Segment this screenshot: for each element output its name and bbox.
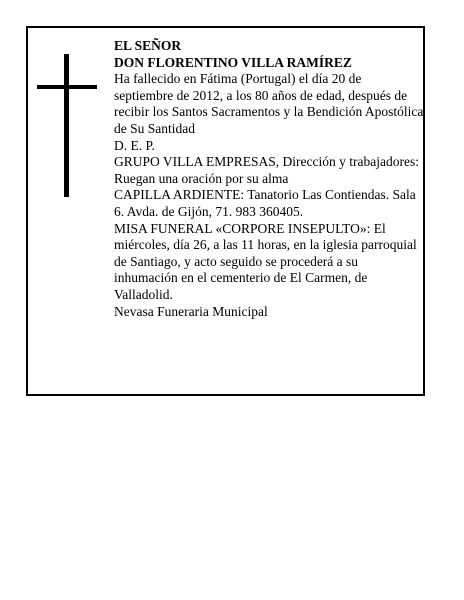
passing-details: Ha fallecido en Fátima (Portugal) el día 20 de septiembre de 2012, a los 80 años de edad, después de recibir los Santos Sacramentos y la Bendición Apostólica de Su Santidad xyxy=(114,71,424,136)
deceased-name: DON FLORENTINO VILLA RAMÍREZ xyxy=(114,54,352,70)
cross-bar xyxy=(37,85,97,89)
funeral-home: Nevasa Funeraria Municipal xyxy=(114,303,268,319)
obituary-text xyxy=(114,38,424,320)
cross-icon xyxy=(64,54,69,197)
chapel-details: CAPILLA ARDIENTE: Tanatorio Las Contiendas. Sala 6. Avda. de Gijón, 71. 983 360405. xyxy=(114,187,416,219)
mass-details: MISA FUNERAL «CORPORE INSEPULTO»: El miércoles, día 26, a las 11 horas, en la iglesia parroquial de Santiago, y acto seguido se procederá a su inhumación en el cementerio de El Carmen, de Valladolid. xyxy=(114,220,417,302)
mourners-line: GRUPO VILLA EMPRESAS, Dirección y trabajadores: xyxy=(114,154,419,170)
prayer-line: Ruegan una oración por su alma xyxy=(114,170,289,186)
rip-line: D. E. P. xyxy=(114,137,155,153)
title-line-1: EL SEÑOR xyxy=(114,38,182,53)
